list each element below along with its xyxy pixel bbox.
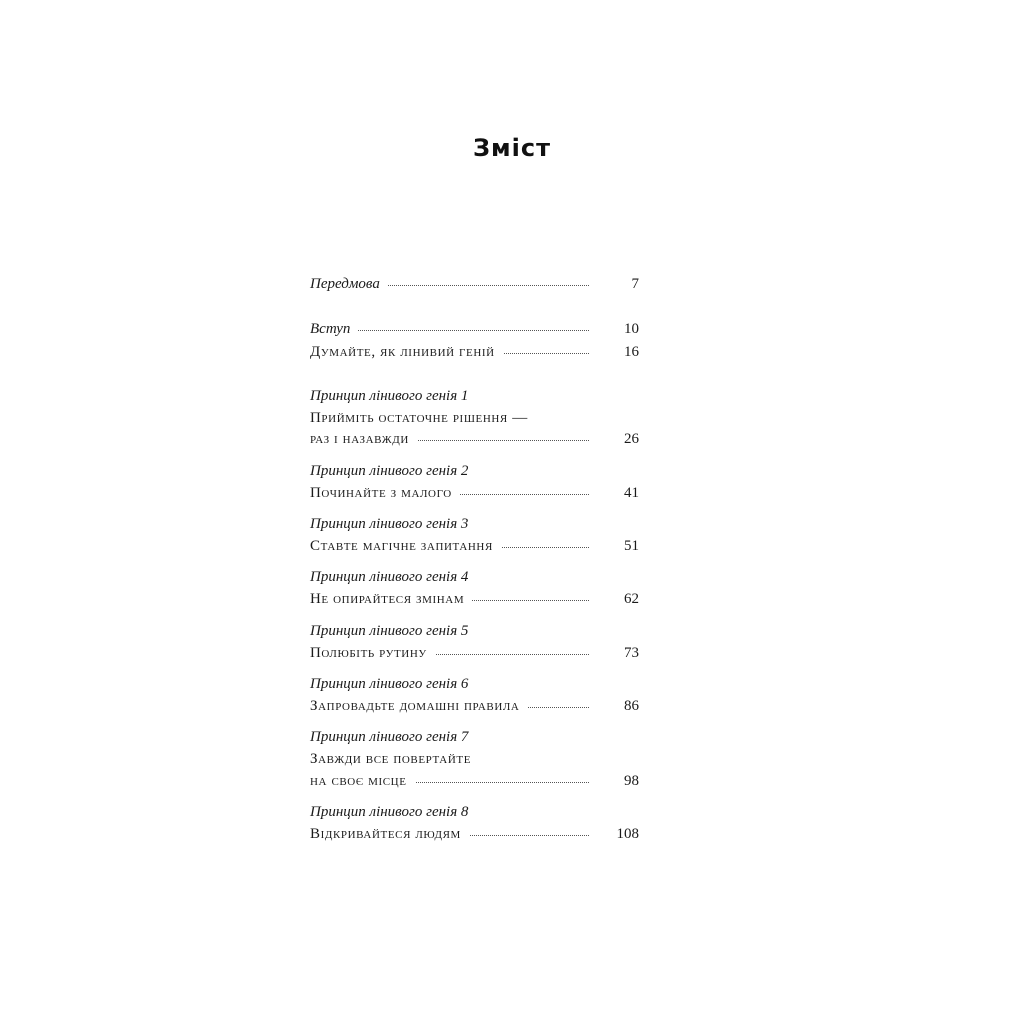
toc-principle-heading: Принцип лінивого генія 7 (310, 727, 476, 747)
toc-page-number: 10 (624, 321, 639, 337)
toc-principle-3-title[interactable] (310, 536, 639, 556)
toc-principle-8-heading (310, 802, 639, 822)
toc-entry-foreword[interactable] (310, 274, 639, 294)
toc-principle-1-title-cont[interactable] (310, 429, 639, 449)
toc-principle-7-heading (310, 727, 639, 747)
toc-page-number: 26 (624, 431, 639, 447)
toc-page-number: 98 (624, 773, 639, 789)
toc-principle-heading: Принцип лінивого генія 4 (310, 567, 476, 587)
toc-principle-heading: Принцип лінивого генія 1 (310, 386, 476, 406)
toc-entry-label: Завжди все повертайте (310, 749, 479, 769)
toc-page-number: 86 (624, 698, 639, 714)
toc-principle-7-title[interactable] (310, 749, 639, 769)
toc-principle-heading: Принцип лінивого генія 5 (310, 621, 476, 641)
page-title: Зміст (472, 134, 552, 162)
toc-principle-4-heading (310, 567, 639, 587)
toc-principle-4-title[interactable] (310, 589, 639, 609)
toc-entry-label: на своє місце (310, 771, 415, 791)
toc-principle-5-title[interactable] (310, 643, 639, 663)
toc-entry-think[interactable] (310, 342, 639, 362)
toc-page-number: 16 (624, 344, 639, 360)
toc-principle-7-title-cont[interactable] (310, 771, 639, 791)
toc-entry-label: раз і назавжди (310, 429, 417, 449)
toc-entry-intro[interactable] (310, 319, 639, 339)
toc-principle-6-title[interactable] (310, 696, 639, 716)
toc-principle-1-heading (310, 386, 639, 406)
toc-entry-label: Думайте, як лінивий геній (310, 342, 503, 362)
toc-page-number: 62 (624, 591, 639, 607)
toc-entry-label: Полюбіть рутину (310, 643, 435, 663)
toc-principle-heading: Принцип лінивого генія 8 (310, 802, 476, 822)
toc-page-number: 7 (631, 276, 639, 292)
toc-page-number: 51 (624, 538, 639, 554)
toc-principle-1-title[interactable] (310, 408, 639, 428)
toc-entry-label: Ставте магічне запитання (310, 536, 501, 556)
toc-page-number: 108 (616, 826, 639, 842)
toc-principle-2-title[interactable] (310, 483, 639, 503)
toc-entry-label: Починайте з малого (310, 483, 460, 503)
toc-principle-heading: Принцип лінивого генія 3 (310, 514, 476, 534)
toc-principle-2-heading (310, 461, 639, 481)
toc-entry-label: Відкривайтеся людям (310, 824, 469, 844)
toc-entry-label: Передмова (310, 274, 388, 294)
toc-principle-6-heading (310, 674, 639, 694)
toc-principle-heading: Принцип лінивого генія 2 (310, 461, 476, 481)
toc-page-number: 41 (624, 485, 639, 501)
toc-principle-3-heading (310, 514, 639, 534)
toc-entry-label: Вступ (310, 319, 358, 339)
toc-entry-label: Запровадьте домашні правила (310, 696, 527, 716)
toc-entry-label: Не опирайтеся змінам (310, 589, 472, 609)
table-of-contents (310, 0, 639, 1024)
toc-entry-label: Прийміть остаточне рішення — (310, 408, 536, 428)
toc-principle-5-heading (310, 621, 639, 641)
toc-principle-heading: Принцип лінивого генія 6 (310, 674, 476, 694)
toc-principle-8-title[interactable] (310, 824, 639, 844)
toc-page-number: 73 (624, 645, 639, 661)
